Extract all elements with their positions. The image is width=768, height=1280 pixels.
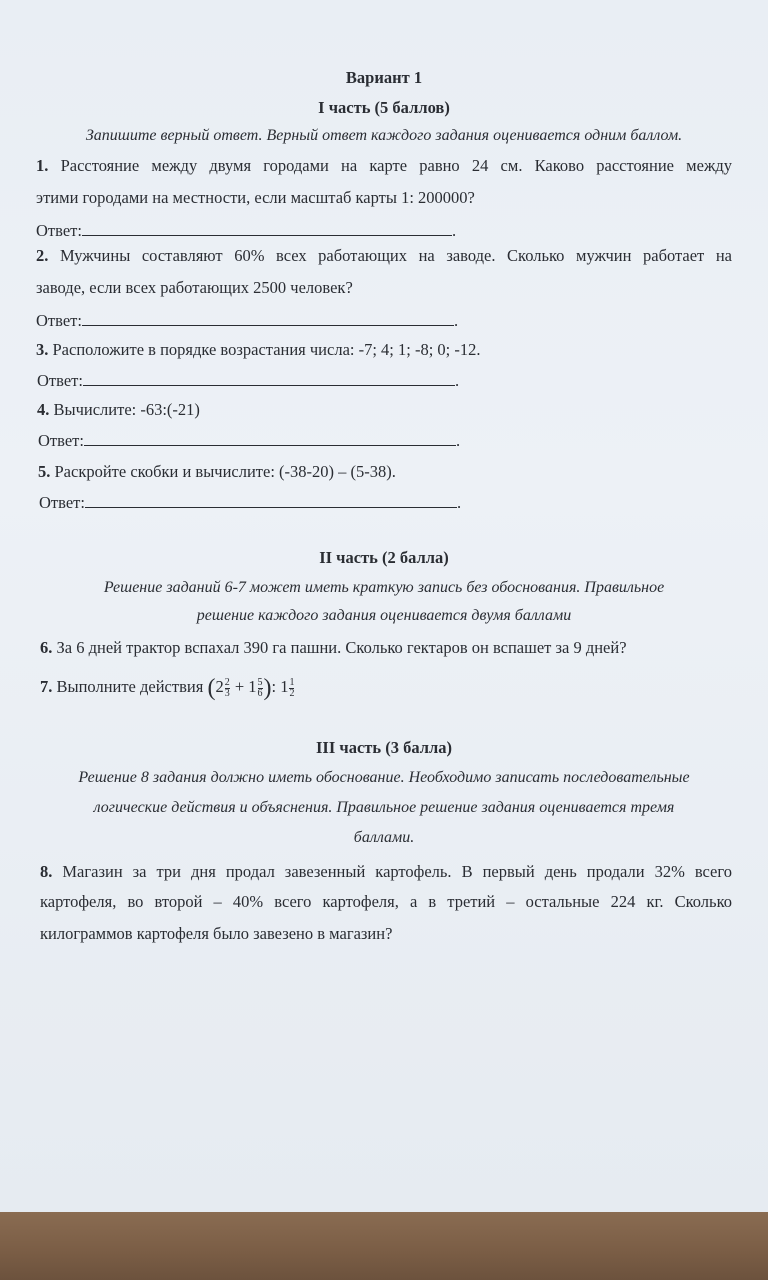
- part2-instruction-line1: Решение заданий 6-7 может иметь краткую запись без обоснования. Правильное: [103, 579, 665, 596]
- part3-instruction-line1: Решение 8 задания должно иметь обоснование. Необходимо записать последовательные: [78, 769, 690, 786]
- task-4-text: Вычислите: -63:(-21): [53, 400, 200, 419]
- part3-title: III часть (3 балла): [316, 738, 452, 757]
- task-8-number: 8.: [40, 862, 53, 881]
- task-8-line2: картофеля, во второй – 40% всего картофеля, а в третий – остальные 224 кг. Сколько: [40, 892, 732, 911]
- fraction-3-den: 2: [289, 687, 295, 699]
- answer-label: Ответ:: [39, 493, 85, 512]
- task-7-text: Выполните действия: [56, 677, 204, 696]
- open-paren: (: [207, 675, 216, 702]
- part1-instruction: Запишите верный ответ. Верный ответ каждого задания оценивается одним баллом.: [85, 127, 683, 144]
- task-6-number: 6.: [40, 638, 53, 657]
- task-4: [37, 400, 200, 420]
- answer-label: Ответ:: [37, 371, 83, 390]
- whole-1: 2: [215, 677, 224, 696]
- answer-label: Ответ:: [36, 221, 82, 240]
- fraction-2: [258, 678, 263, 699]
- task-2-line1: [36, 246, 732, 266]
- answer-label: Ответ:: [38, 431, 84, 450]
- answer-line-1[interactable]: Ответ: .: [36, 221, 457, 240]
- answer-blank[interactable]: [85, 492, 457, 508]
- task-5-number: 5.: [38, 462, 51, 481]
- answer-line-4[interactable]: Ответ: .: [38, 431, 461, 450]
- task-8-line3: килограммов картофеля было завезено в магазин?: [40, 924, 393, 943]
- part2-instruction-line2: решение каждого задания оценивается двумя баллами: [196, 607, 572, 624]
- variant-title: Вариант 1: [345, 68, 423, 87]
- plus-sign: +: [234, 677, 245, 696]
- answer-blank[interactable]: [82, 310, 454, 326]
- task-1-text: Расстояние между двумя городами на карте равно 24 см. Каково расстояние между: [60, 156, 732, 175]
- answer-label: Ответ:: [36, 311, 82, 330]
- task-2-text: Мужчины составляют 60% всех работающих на заводе. Сколько мужчин работает на: [59, 246, 733, 265]
- task-1-line2: этими городами на местности, если масштаб карты 1: 200000?: [36, 188, 475, 207]
- fraction-1-num: 2: [224, 676, 230, 688]
- task-2-number: 2.: [36, 246, 49, 265]
- fraction-1: [225, 678, 230, 699]
- desk-surface: [0, 1212, 768, 1280]
- task-6-text: За 6 дней трактор вспахал 390 га пашни. Сколько гектаров он вспашет за 9 дней?: [56, 638, 627, 657]
- task-6: [40, 638, 627, 658]
- whole-2: 1: [248, 677, 257, 696]
- task-3-number: 3.: [36, 340, 49, 359]
- answer-blank[interactable]: [83, 370, 455, 386]
- divide-sign: :: [271, 677, 277, 696]
- part3-instruction-line2: логические действия и объяснения. Правильное решение задания оценивается тремя: [93, 799, 675, 816]
- task-8-line1: [40, 862, 732, 882]
- task-3-text: Расположите в порядке возрастания числа: -7; 4; 1; -8; 0; -12.: [52, 340, 481, 359]
- answer-blank[interactable]: [84, 430, 456, 446]
- fraction-1-den: 3: [224, 687, 230, 699]
- task-5: [38, 462, 396, 482]
- task-2-line2: заводе, если всех работающих 2500 человек?: [36, 278, 353, 297]
- task-8-text: Магазин за три дня продал завезенный картофель. В первый день продали 32% всего: [62, 862, 732, 881]
- fraction-2-den: 6: [257, 687, 263, 699]
- answer-line-5[interactable]: Ответ: .: [39, 493, 462, 512]
- part1-title: I часть (5 баллов): [318, 98, 450, 117]
- answer-line-2[interactable]: Ответ: .: [36, 311, 459, 330]
- fraction-3-num: 1: [289, 676, 295, 688]
- task-7-number: 7.: [40, 677, 53, 696]
- fraction-2-num: 5: [257, 676, 263, 688]
- part2-title: II часть (2 балла): [319, 548, 449, 567]
- fraction-3: [289, 678, 294, 699]
- task-7: [40, 674, 295, 701]
- answer-blank[interactable]: [82, 220, 452, 236]
- whole-3: 1: [280, 677, 289, 696]
- task-5-text: Раскройте скобки и вычислите: (-38-20) – (5-38).: [54, 462, 396, 481]
- answer-line-3[interactable]: Ответ: .: [37, 371, 460, 390]
- part3-instruction-line3: баллами.: [353, 829, 415, 846]
- task-3: [36, 340, 481, 360]
- close-paren: ): [263, 675, 272, 702]
- task-1-line1: [36, 156, 732, 176]
- task-1-number: 1.: [36, 156, 49, 175]
- task-4-number: 4.: [37, 400, 50, 419]
